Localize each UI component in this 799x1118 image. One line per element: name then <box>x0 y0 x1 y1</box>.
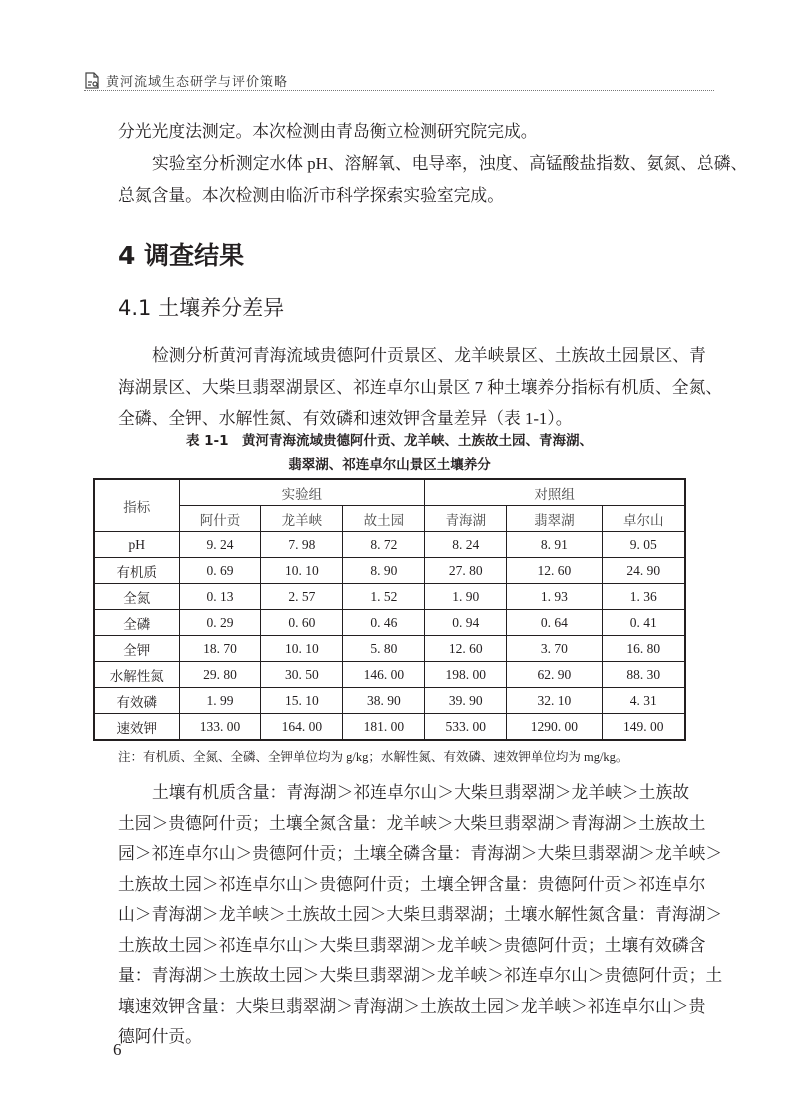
table-cell: 2. 57 <box>261 584 343 610</box>
text-line: 分光光度法测定。本次检测由青岛衡立检测研究院完成。 <box>118 122 538 141</box>
body-paragraph-4 <box>118 778 723 1053</box>
table-cell: 15. 10 <box>261 688 343 714</box>
intro-paragraph-1 <box>118 116 698 148</box>
table-cell: 9. 24 <box>179 532 261 558</box>
text-line: 海湖景区、大柴旦翡翠湖景区、祁连卓尔山景区 7 种土壤养分指标有机质、全氮、 <box>118 377 723 397</box>
row-label: pH <box>94 532 179 558</box>
text-line: 量：青海湖＞土族故土园＞大柴旦翡翠湖＞龙羊峡＞祁连卓尔山＞贵德阿什贡；土 <box>118 966 723 985</box>
column-header: 卓尔山 <box>602 506 685 532</box>
text-line: 总氮含量。本次检测由临沂市科学探索实验室完成。 <box>118 185 504 205</box>
row-label: 全磷 <box>94 610 179 636</box>
text-line: 土族故土园＞祁连卓尔山＞大柴旦翡翠湖＞龙羊峡＞贵德阿什贡；土壤有效磷含 <box>118 935 706 955</box>
text-line: 德阿什贡。 <box>118 1027 202 1046</box>
row-label: 有机质 <box>94 558 179 584</box>
table-cell: 1. 36 <box>602 584 685 610</box>
running-header <box>84 70 714 91</box>
table-cell: 8. 90 <box>343 558 425 584</box>
header-title: 黄河流域生态研学与评价策略 <box>106 75 289 90</box>
table-cell: 8. 91 <box>507 532 602 558</box>
column-header: 阿什贡 <box>179 506 261 532</box>
table-caption-line-2: 翡翠湖、祁连卓尔山景区土壤养分 <box>288 457 491 473</box>
table-row <box>94 584 685 610</box>
group-header-experimental: 实验组 <box>179 479 425 506</box>
section-heading: 4 调查结果 <box>118 241 245 270</box>
table-cell: 18. 70 <box>179 636 261 662</box>
table-cell: 7. 98 <box>261 532 343 558</box>
table-cell: 146. 00 <box>343 662 425 688</box>
table-caption-line-1: 表 1-1 黄河青海流域贵德阿什贡、龙羊峡、土族故土园、青海湖、 <box>185 433 594 449</box>
table-cell: 0. 29 <box>179 610 261 636</box>
group-header-control: 对照组 <box>425 479 685 506</box>
table-cell: 8. 72 <box>343 532 425 558</box>
document-search-icon <box>84 72 100 89</box>
row-label: 全氮 <box>94 584 179 610</box>
row-label: 有效磷 <box>94 688 179 714</box>
subsection-heading: 4.1 土壤养分差异 <box>118 296 285 320</box>
table-cell: 1. 90 <box>425 584 507 610</box>
table-cell: 4. 31 <box>602 688 685 714</box>
table-cell: 1. 99 <box>179 688 261 714</box>
table-cell: 0. 64 <box>507 610 602 636</box>
table-cell: 30. 50 <box>261 662 343 688</box>
table-cell: 0. 46 <box>343 610 425 636</box>
text-line: 土壤有机质含量：青海湖＞祁连卓尔山＞大柴旦翡翠湖＞龙羊峡＞土族故 <box>152 783 690 802</box>
table-cell: 16. 80 <box>602 636 685 662</box>
table-cell: 0. 13 <box>179 584 261 610</box>
table-cell: 1290. 00 <box>507 714 602 741</box>
table-row <box>94 532 685 558</box>
column-header: 翡翠湖 <box>507 506 602 532</box>
row-label: 速效钾 <box>94 714 179 741</box>
text-line: 实验室分析测定水体 pH、溶解氧、电导率，浊度、高锰酸盐指数、氨氮、总磷、 <box>152 154 748 173</box>
page-number: 6 <box>113 1040 122 1059</box>
table-cell: 12. 60 <box>425 636 507 662</box>
table-row <box>94 610 685 636</box>
text-line: 山＞青海湖＞龙羊峡＞土族故土园＞大柴旦翡翠湖；土壤水解性氮含量：青海湖＞ <box>118 905 723 924</box>
text-line: 壤速效钾含量：大柴旦翡翠湖＞青海湖＞土族故土园＞龙羊峡＞祁连卓尔山＞贵 <box>118 996 706 1016</box>
table-cell: 10. 10 <box>261 558 343 584</box>
table-cell: 88. 30 <box>602 662 685 688</box>
intro-paragraph-2 <box>118 148 748 211</box>
body-paragraph-3 <box>118 340 723 435</box>
table-cell: 0. 60 <box>261 610 343 636</box>
table-cell: 8. 24 <box>425 532 507 558</box>
table-cell: 29. 80 <box>179 662 261 688</box>
soil-nutrient-table <box>93 478 686 741</box>
column-header: 青海湖 <box>425 506 507 532</box>
table-cell: 3. 70 <box>507 636 602 662</box>
table-row <box>94 662 685 688</box>
table-cell: 149. 00 <box>602 714 685 741</box>
index-header: 指标 <box>94 479 179 532</box>
table-cell: 1. 93 <box>507 584 602 610</box>
table-cell: 27. 80 <box>425 558 507 584</box>
text-line: 园＞祁连卓尔山＞贵德阿什贡；土壤全磷含量：青海湖＞大柴旦翡翠湖＞龙羊峡＞ <box>118 844 723 863</box>
row-label: 全钾 <box>94 636 179 662</box>
table-row <box>94 636 685 662</box>
table-cell: 12. 60 <box>507 558 602 584</box>
table-cell: 133. 00 <box>179 714 261 741</box>
text-line: 土族故土园＞祁连卓尔山＞贵德阿什贡；土壤全钾含量：贵德阿什贡＞祁连卓尔 <box>118 874 706 894</box>
table-cell: 533. 00 <box>425 714 507 741</box>
table-cell: 62. 90 <box>507 662 602 688</box>
table-cell: 10. 10 <box>261 636 343 662</box>
table-cell: 39. 90 <box>425 688 507 714</box>
row-label: 水解性氮 <box>94 662 179 688</box>
table-cell: 1. 52 <box>343 584 425 610</box>
text-line: 检测分析黄河青海流域贵德阿什贡景区、龙羊峡景区、土族故土园景区、青 <box>152 346 706 365</box>
table-cell: 32. 10 <box>507 688 602 714</box>
table-cell: 5. 80 <box>343 636 425 662</box>
table-cell: 0. 41 <box>602 610 685 636</box>
table-cell: 38. 90 <box>343 688 425 714</box>
text-line: 土园＞贵德阿什贡；土壤全氮含量：龙羊峡＞大柴旦翡翠湖＞青海湖＞土族故土 <box>118 813 706 833</box>
table-row <box>94 558 685 584</box>
table-note: 注：有机质、全氮、全磷、全钾单位均为 g/kg；水解性氮、有效磷、速效钾单位均为 mg/kg。 <box>118 750 629 764</box>
table-cell: 0. 69 <box>179 558 261 584</box>
table-row <box>94 688 685 714</box>
table-cell: 198. 00 <box>425 662 507 688</box>
table-row <box>94 714 685 741</box>
table-cell: 24. 90 <box>602 558 685 584</box>
table-cell: 9. 05 <box>602 532 685 558</box>
table-cell: 164. 00 <box>261 714 343 741</box>
table-cell: 0. 94 <box>425 610 507 636</box>
column-header: 龙羊峡 <box>261 506 343 532</box>
text-line: 全磷、全钾、水解性氮、有效磷和速效钾含量差异（表 1-1）。 <box>118 409 573 428</box>
column-header: 故土园 <box>343 506 425 532</box>
table-cell: 181. 00 <box>343 714 425 741</box>
